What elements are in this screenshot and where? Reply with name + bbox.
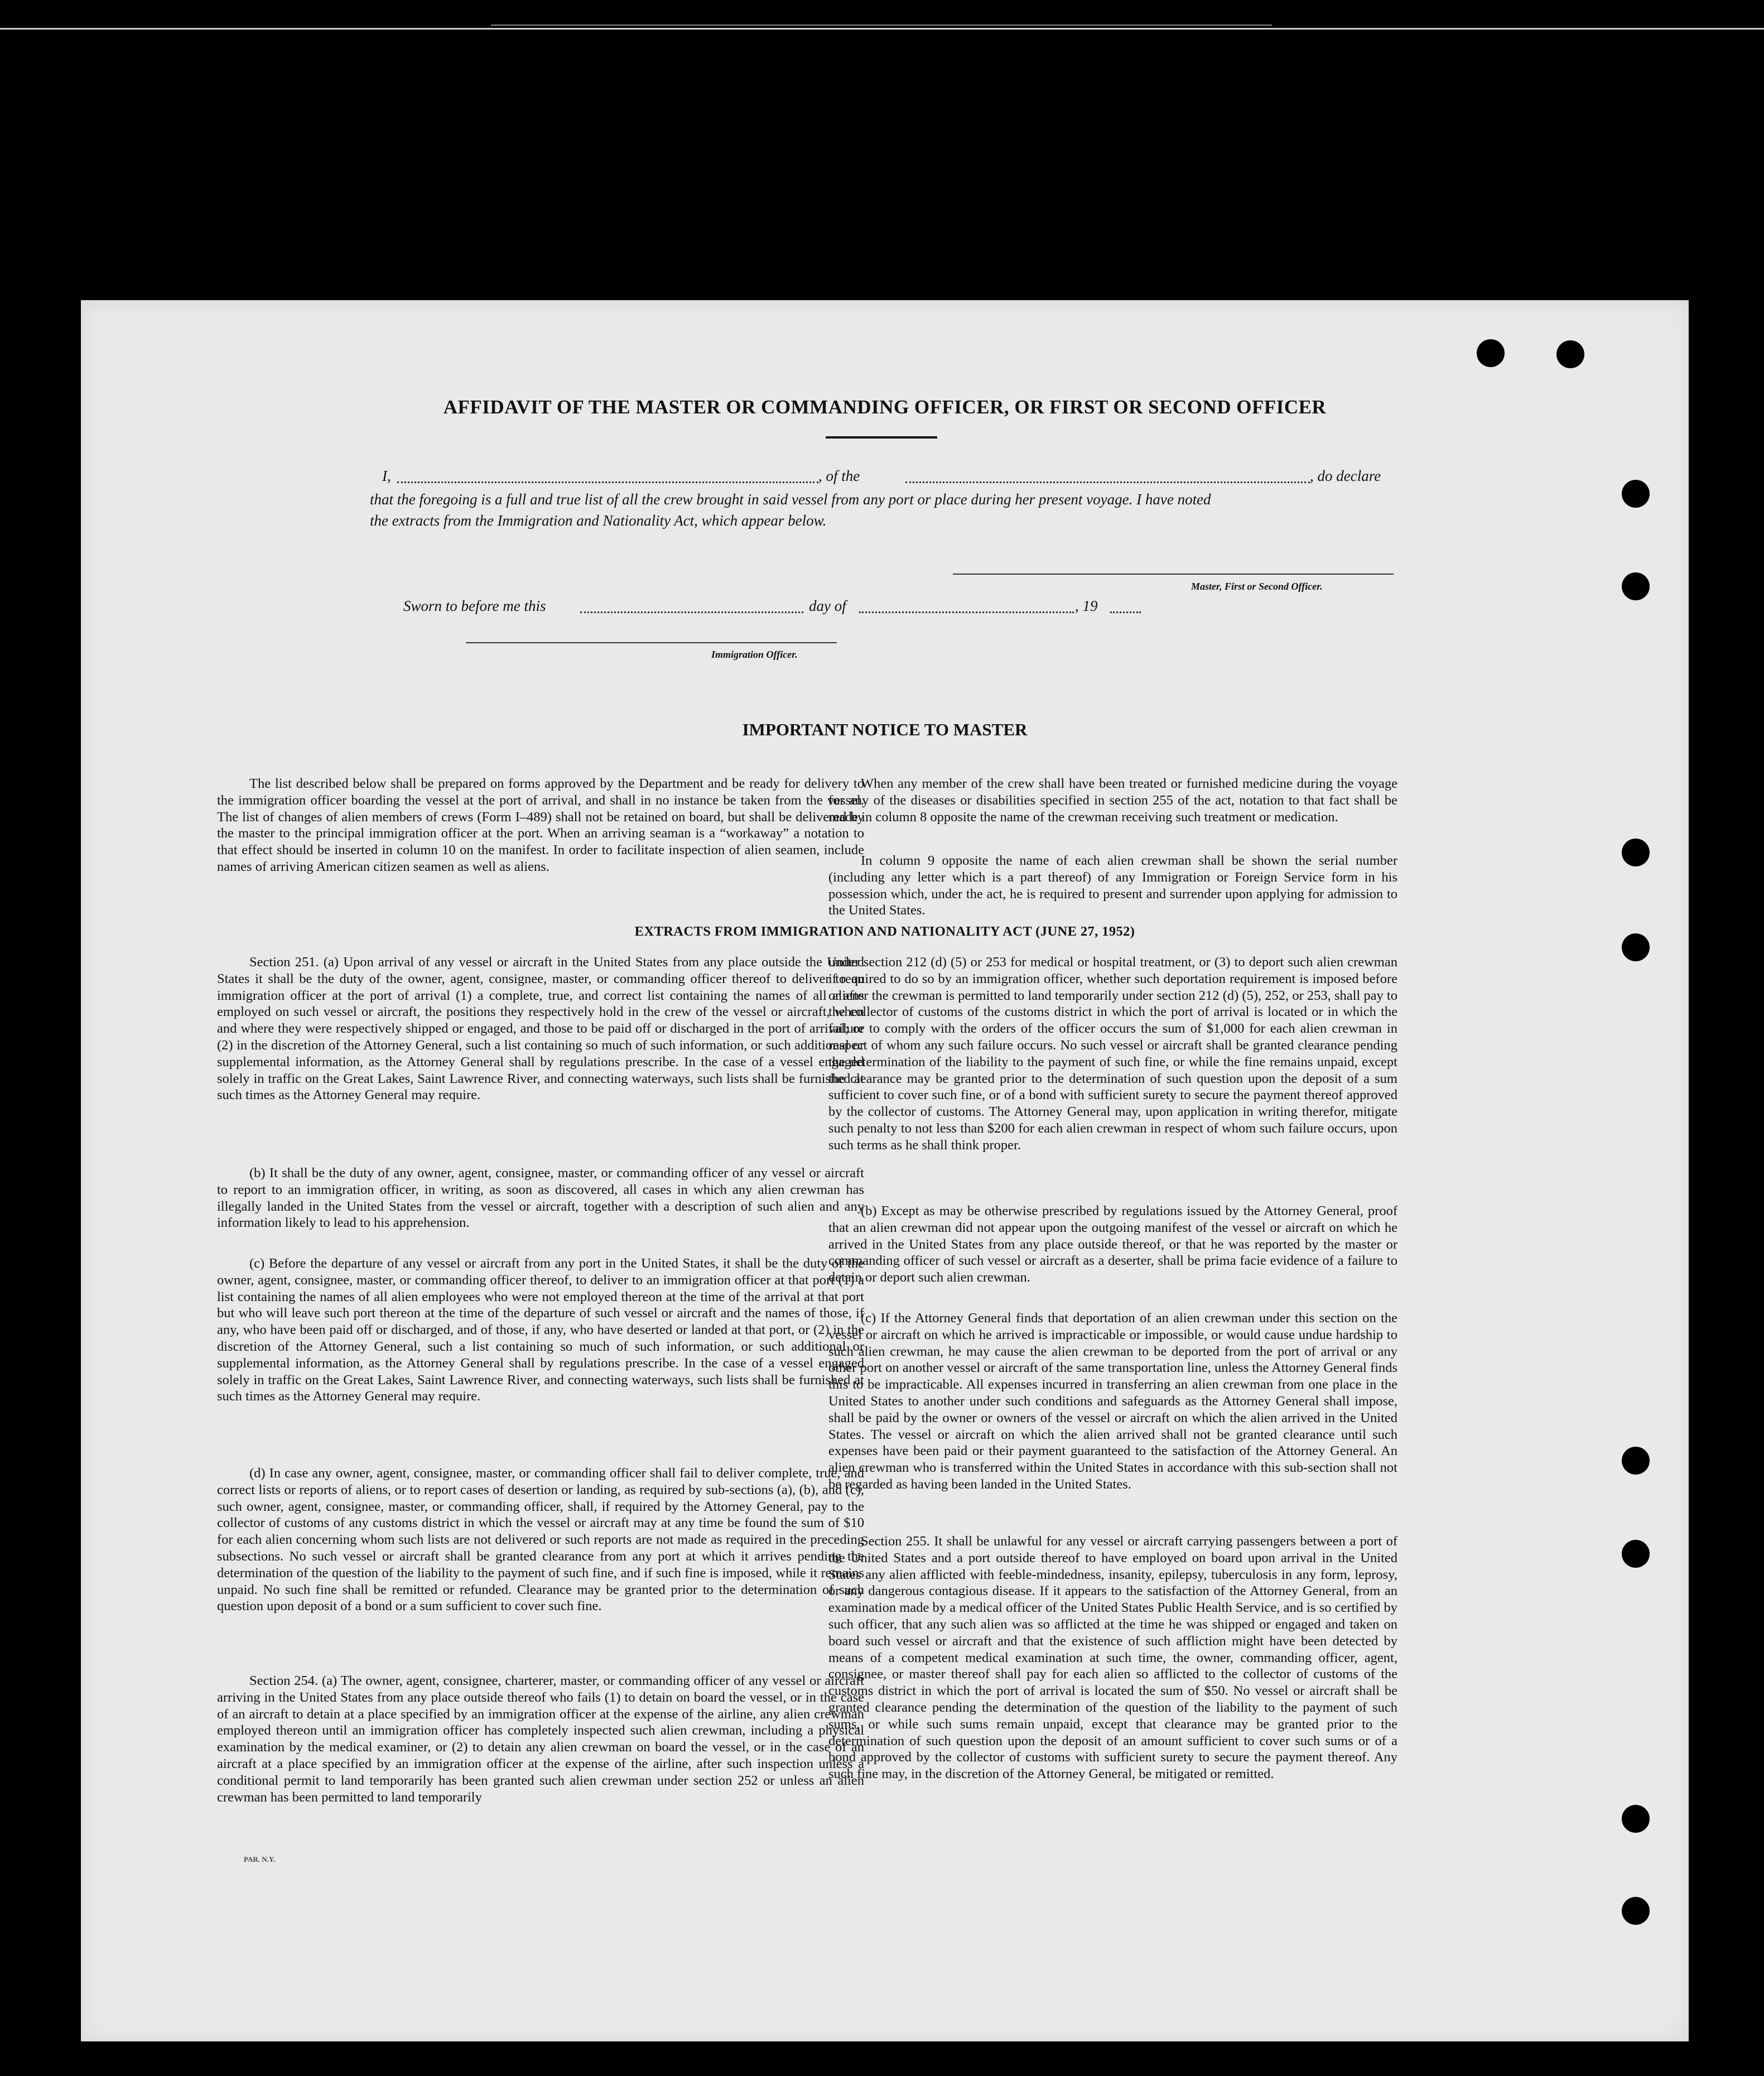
immigration-officer-signature-field[interactable] (466, 642, 837, 643)
notice-right-paragraph-1: When any member of the crew shall have been treated or furnished medicine during the voyage for any of the diseases or disabilities specified in section 255 of the act, notation to that fact shall be made in column 8 opposite the name of the crewman receiving such treatment or medication. (828, 776, 1397, 825)
sworn-day-field[interactable] (580, 611, 803, 613)
declaration-do-declare-label: , do declare (1310, 468, 1381, 484)
extracts-title: EXTRACTS FROM IMMIGRATION AND NATIONALITY ACT (JUNE 27, 1952) (634, 924, 1135, 939)
section-254-a: Section 254. (a) The owner, agent, consignee, charterer, master, or commanding officer of any vessel or aircraft arriving in the United States from any place outside thereof who fails (1) to detain on board the vessel, or in the case of an aircraft to detain at a place specified by an immigration officer at the expense of the airline, any alien crewman employed thereon until an immigration officer has completely inspected such alien crewman, including a physical examination by the medical examiner, or (2) to detain any alien crewman on board the vessel, or in the case of an aircraft at a place specified by an immigration officer at the expense of the airline, after such inspection unless a conditional permit to land temporarily has been granted such alien crewman under section 252 or unless an alien crewman has been permitted to land temporarily (217, 1673, 864, 1805)
immigration-officer-label: Immigration Officer. (711, 649, 798, 660)
notice-title: IMPORTANT NOTICE TO MASTER (742, 720, 1028, 739)
section-255: Section 255. It shall be unlawful for any vessel or aircraft carrying passengers between a port of the United States and a port outside thereof to have employed on board upon arrival in the United States any alien afflicted with feeble-mindedness, insanity, epilepsy, tuberculosis in any form, leprosy, or any dangerous contagious disease. If it appears to the satisfaction of the Attorney General, from an examination made by a medical officer of the United States Public Health Service, and is so certified by such officer, that any such alien was so afflicted at the time he was shipped or engaged and taken on board such vessel or aircraft and that the existence of such affliction might have been detected by means of a competent medical examination at such time, the owner, commanding officer, agent, consignee, or master thereof shall pay for each alien so afflicted to the collector of customs of the customs district in which the port of arrival is located the sum of $50. No vessel or aircraft shall be granted clearance pending the determination of the question of the liability to the payment of such sums, or while such sums remain unpaid, except that clearance may be granted prior to the determination of such question upon the deposit of an amount sufficient to cover such sums or of a bond approved by the collector of customs with sufficient surety to secure the payment thereof. Any such fine may, in the discretion of the Attorney General, be mitigated or remitted. (828, 1534, 1397, 1782)
section-251-d: (d) In case any owner, agent, consignee, master, or commanding officer shall fail to deliver complete, true, and correct lists or reports of aliens, or to report cases of desertion or landing, as required by sub-sections (a), (b), and (c), such owner, agent, consignee, master, or commanding officer, shall, if required by the Attorney General, pay to the collector of customs of any customs district in which the vessel or aircraft may at any time be found the sum of $10 for each alien concerning whom such lists are not delivered or such reports are not made as required in the preceding subsections. No such vessel or aircraft shall be granted clearance from any port at which it arrives pending the determination of the question of the liability to the payment of such fine, and if such fine is imposed, while it remains unpaid. No such fine shall be remitted or refunded. Clearance may be granted prior to the determination of such question upon deposit of a bond or a sum sufficient to cover such fine. (217, 1466, 864, 1614)
punch-hole-icon (1622, 1805, 1650, 1833)
punch-hole-icon (1556, 340, 1584, 368)
declaration-line-3: the extracts from the Immigration and Nationality Act, which appear below. (370, 512, 827, 529)
name-field[interactable] (397, 481, 818, 483)
punch-hole-icon (1622, 839, 1650, 866)
title-underline (826, 436, 937, 439)
vessel-field[interactable] (905, 481, 1310, 483)
sworn-year-field[interactable] (1110, 611, 1141, 613)
declaration-of-the-label: , of the (818, 468, 860, 484)
section-251-a: Section 251. (a) Upon arrival of any vessel or aircraft in the United States from any place outside the United States it shall be the duty of the owner, agent, consignee, master, or commanding officer thereof to deliver to an immigration officer at the port of arrival (1) a complete, true, and correct list containing the names of all aliens employed on such vessel or aircraft, the positions they respectively hold in the crew of the vessel or aircraft, when and where they were respectively shipped or engaged, and those to be paid off or discharged in the port of arrival; or (2) in the discretion of the Attorney General, such a list containing so much of such information, or such additional or supplemental information, as the Attorney General shall by regulations prescribe. In the case of a vessel engaged solely in traffic on the Great Lakes, Saint Lawrence River, and connecting waterways, such lists shall be furnished at such times as the Attorney General may require. (217, 955, 864, 1103)
master-signature-field[interactable] (953, 574, 1394, 575)
section-251-c: (c) Before the departure of any vessel or aircraft from any port in the United States, it shall be the duty of the owner, agent, consignee, master, or commanding officer thereof, to deliver to an immigration officer at that port (1) a list containing the names of all alien employees who were not employed thereon at the time of the arrival at that port but who will leave such port thereon at the time of the departure of such vessel or aircraft and the names of those, if any, who have been paid off or discharged, and of those, if any, who have deserted or landed at that port, or (2) in the discretion of the Attorney General, such a list containing so much of such information, or such additional or supplemental information, as the Attorney General shall by regulations prescribe. In the case of a vessel engaged solely in traffic on the Great Lakes, Saint Lawrence River, and connecting waterways, such lists shall be furnished at such times as the Attorney General may require. (217, 1256, 864, 1404)
notice-left-paragraph: The list described below shall be prepared on forms approved by the Department and be ready for delivery to the immigration officer boarding the vessel at the port of arrival, and shall in no instance be taken from the vessel. The list of changes of alien members of crews (Form I–489) shall not be retained on board, but shall be delivered by the master to the principal immigration officer at the port. When an arriving seaman is a “workaway” a notation to that effect should be inserted in column 10 on the manifest. In order to facilitate inspection of alien seamen, include names of arriving American citizen seamen as well as aliens. (217, 776, 864, 874)
punch-hole-icon (1622, 572, 1650, 600)
affidavit-title: AFFIDAVIT OF THE MASTER OR COMMANDING OFFICER, OR FIRST OR SECOND OFFICER (443, 396, 1327, 418)
punch-hole-icon (1622, 1447, 1650, 1475)
punch-hole-icon (1477, 339, 1505, 367)
day-of-label: day of (809, 598, 846, 614)
document-page (81, 300, 1689, 2041)
section-251-b: (b) It shall be the duty of any owner, agent, consignee, master, or commanding officer of any vessel or aircraft to report to an immigration officer, in writing, as soon as discovered, all cases in which any alien crewman has illegally landed in the United States from the vessel or aircraft, together with a description of such alien and any information likely to lead to his apprehension. (217, 1165, 864, 1231)
sworn-month-field[interactable] (859, 611, 1074, 613)
section-254-c: (c) If the Attorney General finds that deportation of an alien crewman under this section on the vessel or aircraft on which he arrived is impracticable or impossible, or would cause undue hardship to such alien crewman, he may cause the alien crewman to be deported from the port of arrival or any other port on another vessel or aircraft of the same transportation line, unless the Attorney General finds this to be impracticable. All expenses incurred in transferring an alien crewman from one place in the United States to another under such conditions and safeguards as the Attorney General shall impose, shall be paid by the owner or owners of the vessel or aircraft on which the alien arrived in the United States. The vessel or aircraft on which the alien arrived shall not be granted clearance until such expenses have been paid or their payment guaranteed to the satisfaction of the Attorney General. An alien crewman who is transferred within the United States in accordance with this sub-section shall not be regarded as having been landed in the United States. (828, 1311, 1397, 1492)
year-label: , 19 (1075, 598, 1098, 614)
sworn-label: Sworn to before me this (403, 598, 546, 614)
punch-hole-icon (1622, 1540, 1650, 1568)
section-254-b: (b) Except as may be otherwise prescribed by regulations issued by the Attorney General, proof that an alien crewman did not appear upon the outgoing manifest of the vessel or aircraft on which he arrived in the United States from any place outside thereof, or that he was reported by the master or commanding officer of such vessel or aircraft as a deserter, shall be prima facie evidence of a failure to detain or deport such alien crewman. (828, 1203, 1397, 1285)
declaration-i-label: I, (382, 468, 391, 484)
punch-hole-icon (1622, 1897, 1650, 1925)
scan-edge-line (491, 25, 1272, 26)
master-signature-label: Master, First or Second Officer. (1191, 581, 1323, 592)
scan-edge-line (0, 28, 1764, 30)
printer-mark: PAR. N.Y. (244, 1855, 276, 1863)
declaration-line-2: that the foregoing is a full and true list of all the crew brought in said vessel from any port or place during her present voyage. I have noted (370, 491, 1211, 508)
notice-right-paragraph-2: In column 9 opposite the name of each alien crewman shall be shown the serial number (including any letter which is a part thereof) of any Immigration or Foreign Service form in his possession which, under the act, he is required to present and surrender upon applying for admission to the United States. (828, 853, 1397, 918)
section-254-a-continued: under section 212 (d) (5) or 253 for medical or hospital treatment, or (3) to deport such alien crewman if required to do so by an immigration officer, whether such deportation requirement is imposed before or after the crewman is permitted to land temporarily under section 212 (d) (5), 252, or 253, shall pay to the collector of customs of the customs district in which the port of arrival is located or in which the failure to comply with the orders of the officer occurs the sum of $1,000 for each alien crewman in respect of whom any such failure occurs. No such vessel or aircraft shall be granted clearance pending the determination of the liability to the payment of such fine, or while the fine remains unpaid, except the clearance may be granted prior to the determination of such question upon the deposit of a sum sufficient to cover such fine, or of a bond with sufficient surety to secure the payment thereof approved by the collector of customs. The Attorney General may, upon application in writing therefor, mitigate such penalty to not less than $200 for each alien crewman in respect of whom such failure occurs, upon such terms as he shall think proper. (828, 955, 1397, 1153)
punch-hole-icon (1622, 480, 1650, 508)
